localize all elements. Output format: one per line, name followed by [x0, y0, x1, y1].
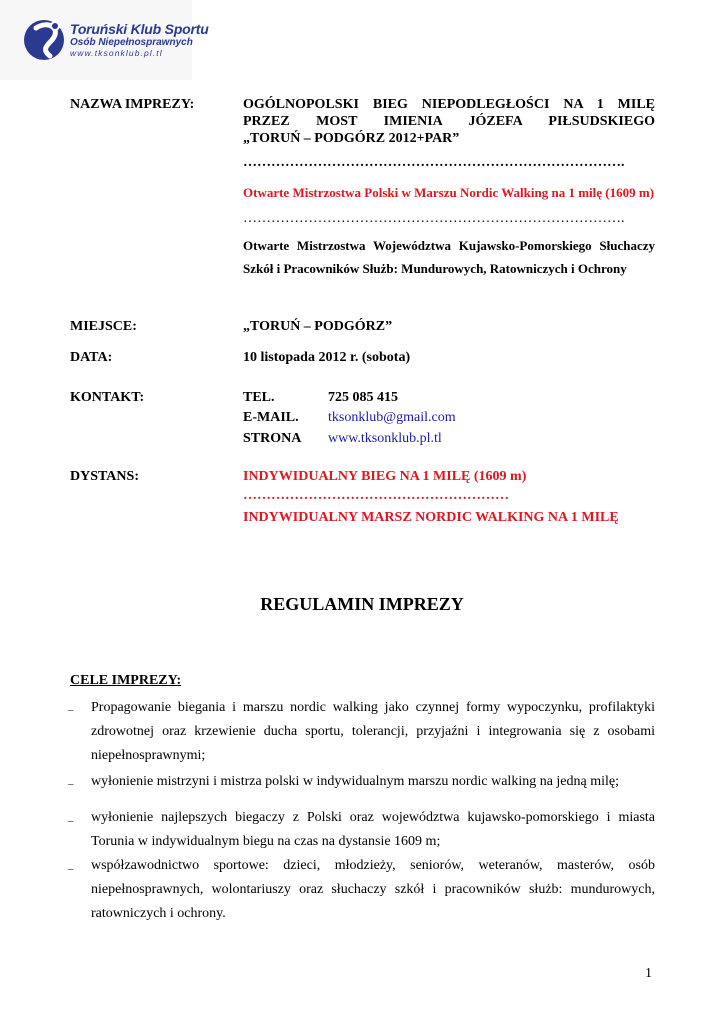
bullet-dash: – — [68, 778, 74, 790]
goal-item-4: współzawodnictwo sportowe: dzieci, młodzieży, seniorów, weteranów, masterów, osób niepełnosprawnych, wolontariuszy oraz słuchaczy szkół i pracowników służb: mundurowych, ratowniczych i ochrony. — [91, 858, 655, 921]
logo-club-subtitle: Osób Niepełnosprawnych — [70, 37, 193, 48]
place-value: „TORUŃ – PODGÓRZ” — [243, 319, 393, 334]
website-label: STRONA — [243, 431, 302, 446]
distance-label: DYSTANS: — [70, 469, 139, 484]
regulations-title: REGULAMIN IMPREZY — [260, 594, 464, 614]
goal-item-1: Propagowanie biegania i marszu nordic walking jako czynnej formy wypoczynku, profilaktyki zdrowotnej oraz krzewienie ducha sportu, tolerancji, przyjaźni i integrowania się z osobami niepełnosprawnymi; — [91, 700, 655, 763]
event-subtitle-regional-line1: Otwarte Mistrzostwa Województwa Kujawsko-Pomorskiego Słuchaczy — [243, 238, 655, 253]
distance-run: INDYWIDUALNY BIEG NA 1 MILĘ (1609 m) — [243, 469, 527, 484]
logo-website: www.tksonklub.pl.tl — [70, 48, 163, 58]
page-number: 1 — [645, 966, 652, 981]
event-subtitle-dots: ………………………………………………………………………. — [243, 211, 625, 226]
goal-item-2: wyłonienie mistrzyni i mistrza polski w indywidualnym marszu nordic walking na jedną milę; — [91, 774, 620, 789]
event-subtitle-nordic: Otwarte Mistrzostwa Polski w Marszu Nordic Walking na 1 milę (1609 m) — [243, 185, 655, 200]
email-link[interactable]: tksonklub@gmail.com — [328, 410, 456, 425]
goal-item-3: wyłonienie najlepszych biegaczy z Polski oraz województwa kujawsko-pomorskiego i miasta Torunia w indywidualnym biegu na czas na dystansie 1609 m; — [91, 810, 655, 849]
website-link[interactable]: www.tksonklub.pl.tl — [328, 431, 442, 446]
tel-label: TEL. — [243, 390, 275, 405]
bullet-dash: – — [68, 815, 74, 827]
event-subtitle-regional-line2: Szkół i Pracowników Służb: Mundurowych, Ratowniczych i Ochrony — [243, 261, 627, 276]
bullet-dash: – — [68, 863, 74, 875]
club-logo-icon — [22, 14, 70, 62]
event-name-line3: „TORUŃ – PODGÓRZ 2012+PAR” — [243, 131, 460, 146]
event-name-line1: OGÓLNOPOLSKI BIEG NIEPODLEGŁOŚCI NA 1 MILĘ — [243, 97, 655, 112]
event-name-label: NAZWA IMPREZY: — [70, 97, 195, 112]
bullet-dash: – — [68, 704, 74, 716]
goals-heading: CELE IMPREZY: — [70, 673, 182, 688]
distance-dots: ………………………………………………… — [243, 488, 509, 503]
distance-walk: INDYWIDUALNY MARSZ NORDIC WALKING NA 1 MILĘ — [243, 510, 619, 525]
date-value: 10 listopada 2012 r. (sobota) — [243, 350, 411, 365]
date-label: DATA: — [70, 350, 113, 365]
event-name-line2: PRZEZ MOST IMIENIA JÓZEFA PIŁSUDSKIEGO — [243, 114, 655, 129]
logo-text — [70, 22, 209, 59]
email-label: E-MAIL. — [243, 410, 299, 425]
tel-value: 725 085 415 — [328, 390, 398, 405]
event-name-dots: ………………………………………………………………………. — [243, 155, 625, 170]
place-label: MIEJSCE: — [70, 319, 137, 334]
logo-club-name: Toruński Klub Sportu — [70, 21, 209, 37]
contact-label: KONTAKT: — [70, 390, 145, 405]
